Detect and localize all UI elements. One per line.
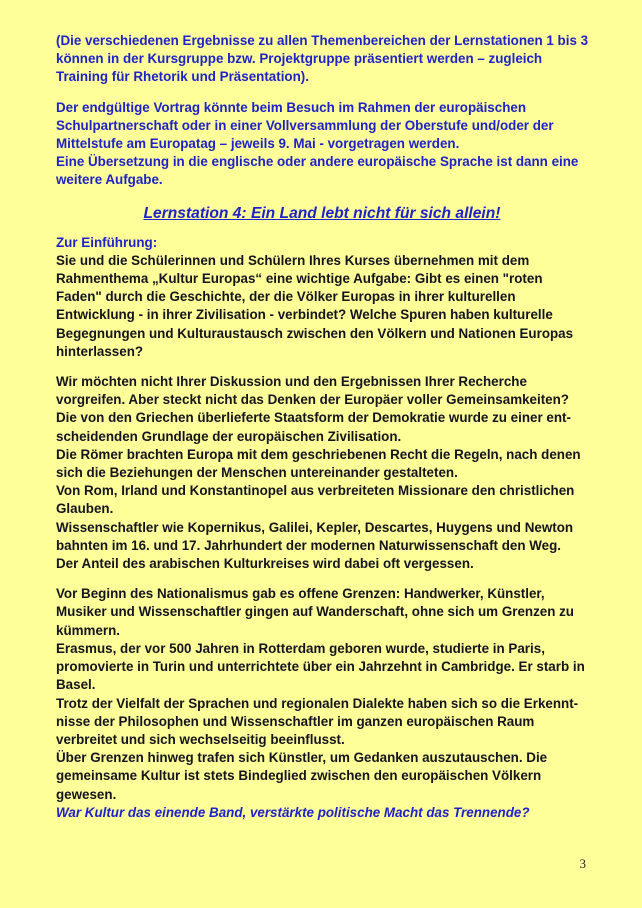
introduction-heading: Zur Einführung: [56, 234, 158, 250]
text-line: Vor Beginn des Nationalismus gab es offene Grenzen: Handwerker, Künstler, [56, 586, 545, 602]
text-line: Rahmenthema „Kultur Europas“ eine wichtige Aufgabe: Gibt es einen "roten [56, 271, 543, 287]
text-line: promovierte in Turin und unterrichtete über ein Jahrzehnt in Cambridge. Er starb in [56, 659, 585, 675]
text-line: nisse der Philosophen und Wissenschaftler im ganzen europäischen Raum [56, 713, 535, 729]
introduction-paragraph [56, 234, 588, 361]
text-line: gewesen. [56, 786, 117, 802]
text-line: Die Römer brachten Europa mit dem geschriebenen Recht die Regeln, nach denen [56, 446, 581, 462]
text-line: weitere Aufgabe. [56, 172, 163, 188]
text-line: Glauben. [56, 501, 114, 517]
text-line: kümmern. [56, 622, 120, 638]
text-line: Basel. [56, 677, 96, 693]
text-line: Sie und die Schülerinnen und Schülern Ihres Kurses übernehmen mit dem [56, 252, 530, 268]
closing-question: War Kultur das einende Band, verstärkte politische Macht das Trennende? [56, 804, 530, 820]
text-line: verbreitet und sich wechselseitig beeinflusst. [56, 731, 345, 747]
text-line: Die von den Griechen überlieferte Staatsform der Demokratie wurde zu einer ent- [56, 410, 571, 426]
station-title: Lernstation 4: Ein Land lebt nicht für sich allein! [143, 204, 501, 222]
lecture-paragraph [56, 99, 588, 190]
text-line: sich die Beziehungen der Menschen untereinander gestalteten. [56, 465, 458, 481]
text-line: können in der Kursgruppe bzw. Projektgruppe präsentiert werden – zugleich [56, 51, 543, 67]
text-line: hinterlassen? [56, 343, 144, 359]
document-page [56, 32, 588, 822]
text-line: Trotz der Vielfalt der Sprachen und regionalen Dialekte haben sich so die Erkennt- [56, 695, 579, 711]
text-line: Wissenschaftler wie Kopernikus, Galilei, Kepler, Descartes, Huygens und Newton [56, 519, 574, 535]
text-line: vorgreifen. Aber steckt nicht das Denken der Europäer voller Gemeinsamkeiten? [56, 392, 569, 408]
text-line: scheidenden Grundlage der europäischen Zivilisation. [56, 428, 402, 444]
text-line: Von Rom, Irland und Konstantinopel aus verbreiteten Missionare den christlichen [56, 483, 575, 499]
text-line: Erasmus, der vor 500 Jahren in Rotterdam geboren wurde, studierte in Paris, [56, 640, 545, 656]
text-line: Entwicklung - in ihrer Zivilisation - verbindet? Welche Spuren haben kulturelle [56, 307, 553, 323]
text-line: Mittelstufe am Europatag – jeweils 9. Mai - vorgetragen werden. [56, 136, 460, 152]
discussion-paragraph [56, 373, 588, 573]
text-line: Musiker und Wissenschaftler gingen auf Wanderschaft, ohne sich um Grenzen zu [56, 604, 574, 620]
text-line: Eine Übersetzung in die englische oder andere europäische Sprache ist dann eine [56, 154, 579, 170]
text-line: Training für Rhetorik und Präsentation). [56, 69, 309, 85]
text-line: (Die verschiedenen Ergebnisse zu allen Themenbereichen der Lernstationen 1 bis 3 [56, 33, 589, 48]
page-number: 3 [579, 856, 586, 871]
text-line: Der endgültige Vortrag könnte beim Besuch im Rahmen der europäischen [56, 99, 527, 115]
text-line: Schulpartnerschaft oder in einer Vollversammlung der Oberstufe und/oder der [56, 117, 554, 133]
text-line: Faden" durch die Geschichte, der die Völker Europas in ihrer kulturellen [56, 289, 516, 305]
borders-paragraph [56, 585, 588, 822]
intro-paragraph [56, 32, 588, 87]
text-line: Über Grenzen hinweg trafen sich Künstler, um Gedanken auszutauschen. Die [56, 750, 548, 766]
text-line: Wir möchten nicht Ihrer Diskussion und den Ergebnissen Ihrer Recherche [56, 374, 527, 390]
text-line: Begegnungen und Kulturaustausch zwischen den Völkern und Nationen Europas [56, 325, 574, 341]
text-line: Der Anteil des arabischen Kulturkreises wird dabei oft vergessen. [56, 556, 474, 572]
text-line: bahnten im 16. und 17. Jahrhundert der modernen Naturwissenschaft den Weg. [56, 537, 561, 553]
text-line: gemeinsame Kultur ist stets Bindeglied zwischen den europäischen Völkern [56, 768, 542, 784]
